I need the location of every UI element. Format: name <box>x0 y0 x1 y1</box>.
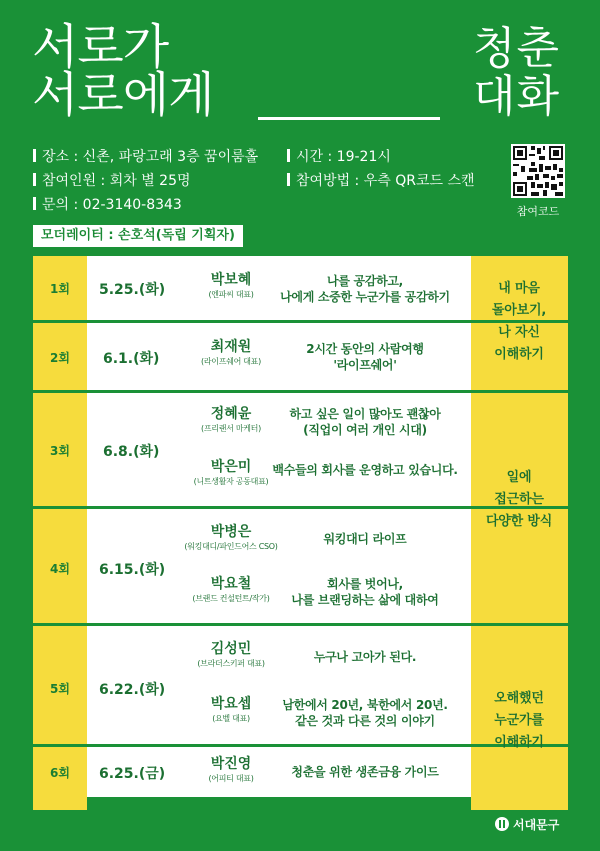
session-date: 6.25.(금) <box>99 766 166 782</box>
speaker: 박진영 (어피티 대표) <box>208 756 254 783</box>
title-right-2: 대화 <box>473 71 561 122</box>
info-time: 시간 : 19-21시 <box>287 148 391 166</box>
session-number: 1회 <box>50 282 70 296</box>
talk-topic: 하고 싶은 일이 많아도 괜찮아 (직업이 여러 개인 시대) <box>289 407 441 437</box>
speaker: 박요셉 (요벨 대표) <box>210 696 252 723</box>
talk-topic: 2시간 동안의 사람여행 '라이프쉐어' <box>306 342 424 372</box>
session-number: 4회 <box>50 562 70 576</box>
session-number: 3회 <box>50 444 70 458</box>
speaker: 최재원 (라이프쉐어 대표) <box>201 339 261 366</box>
speaker: 박은미 (니트생활자 공동대표) <box>193 459 269 486</box>
speaker: 정혜윤 (프리랜서 마케터) <box>201 406 261 433</box>
talk-topic: 회사를 벗어나, 나를 브랜딩하는 삶에 대하여 <box>291 577 439 607</box>
qr-code[interactable] <box>511 144 565 198</box>
info-people: 참여인원 : 회차 별 25명 <box>33 172 191 190</box>
talk-topic: 나를 공감하고, 나에게 소중한 누군가를 공감하기 <box>280 274 450 304</box>
theme-label: 오해했던 누군가를 이해하기 <box>494 691 544 750</box>
session-date: 5.25.(화) <box>99 282 166 298</box>
theme-label: 내 마음 돌아보기, 나 자신 이해하기 <box>491 281 547 362</box>
qr-caption: 참여코드 <box>516 205 560 218</box>
talk-topic: 남한에서 20년, 북한에서 20년. 같은 것과 다른 것의 이야기 <box>282 698 448 728</box>
speaker: 김성민 (브라더스키퍼 대표) <box>197 641 265 668</box>
talk-topic: 청춘을 위한 생존금융 가이드 <box>291 765 439 779</box>
info-method: 참여방법 : 우측 QR코드 스캔 <box>287 172 475 190</box>
moderator-label: 모더레이터 : 손호석(독립 기획자) <box>33 225 243 247</box>
speaker: 박병은 (워킹대디/파인드어스 CSO) <box>184 524 278 551</box>
session-date: 6.22.(화) <box>99 682 166 698</box>
schedule-table <box>33 256 568 810</box>
title-right-1: 청춘 <box>473 23 561 74</box>
session-number: 6회 <box>50 766 70 780</box>
theme-label: 일에 접근하는 다양한 방식 <box>485 470 553 529</box>
talk-topic: 백수들의 회사를 운영하고 있습니다. <box>272 463 458 477</box>
seodaemun-logo-icon <box>494 817 510 831</box>
footer-logo: 서대문구 <box>494 816 559 833</box>
title-line-1: 서로가 <box>32 19 169 75</box>
speaker: 박요철 (브랜드 컨설턴트/작가) <box>192 576 270 603</box>
title-line-2: 서로에게 <box>32 67 214 123</box>
session-number: 2회 <box>50 351 70 365</box>
session-number: 5회 <box>50 682 70 696</box>
speaker: 박보혜 (엔파씨 대표) <box>208 272 254 299</box>
session-row <box>33 747 568 810</box>
info-place: 장소 : 신촌, 파랑고래 3층 꿈이룸홀 <box>33 148 258 166</box>
title-blank-rule <box>258 117 440 120</box>
talk-topic: 워킹대디 라이프 <box>323 532 407 546</box>
session-date: 6.1.(화) <box>103 351 160 367</box>
info-contact: 문의 : 02-3140-8343 <box>33 196 182 214</box>
talk-topic: 누구나 고아가 된다. <box>313 650 417 664</box>
session-date: 6.15.(화) <box>99 562 166 578</box>
session-date: 6.8.(화) <box>103 444 160 460</box>
